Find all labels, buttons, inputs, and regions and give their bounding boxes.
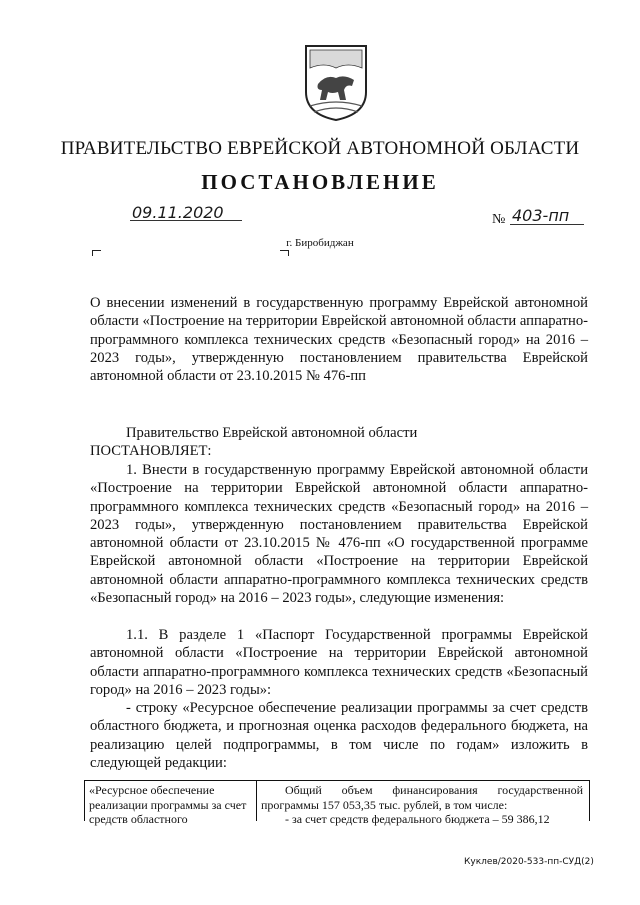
coat-of-arms-emblem	[300, 40, 372, 122]
government-title: ПРАВИТЕЛЬСТВО ЕВРЕЙСКОЙ АВТОНОМНОЙ ОБЛАСТИ	[60, 138, 580, 159]
item-1-1: 1.1. В разделе 1 «Паспорт Государственной программы Еврейской автономной области «Построение на территории Еврейской автономной области аппаратно-программного комплекса технических средств «Безопасный город» на 2016 – 2023 годы»:	[90, 627, 588, 698]
subject-bracket-left	[92, 250, 101, 256]
date-underline	[130, 220, 242, 221]
decree-subject: О внесении изменений в государственную программу Еврейской автономной области «Построение на территории Еврейской автономной области аппаратно-программного комплекса технических средств «Безопасный город» на 2016 – 2023 годы», утвержденную постановлением правительства Еврейской автономной области от 23.10.2015 № 476-пп	[90, 295, 588, 385]
preamble-line: Правительство Еврейской автономной области	[126, 425, 418, 441]
table-left-cell: «Ресурсное обеспечение реализации программы за счет средств областного	[85, 781, 257, 821]
resolves-line: ПОСТАНОВЛЯЕТ:	[90, 443, 212, 459]
city-label: г. Биробиджан	[286, 237, 354, 249]
resource-table	[84, 780, 590, 826]
decree-number: 403-пп	[512, 206, 570, 225]
decree-date: 09.11.2020	[132, 203, 224, 222]
table-right-cell	[257, 781, 587, 826]
item-1-1-a: - строку «Ресурсное обеспечение реализации программы за счет средств областного бюджета, и прогнозная оценка расходов федерального бюджета, на реализацию целей подпрограммы, в том числе по годам» изложить в следующей редакции:	[90, 700, 588, 771]
number-sign: №	[492, 212, 506, 227]
number-underline	[510, 224, 584, 225]
item-1: 1. Внести в государственную программу Еврейской автономной области «Построение на территории Еврейской автономной области аппаратно-программного комплекса технических средств «Безопасный город» на 2016 – 2023 годы», утвержденную постановлением правительства Еврейской автономной области от 23.10.2015 № 476-пп «О государственной программе Еврейской автономной области «Построение на территории Еврейской автономной области аппаратно-программного комплекса технических средств «Безопасный город» на 2016 – 2023 годы», следующие изменения:	[90, 462, 588, 607]
table-total-line: Общий объем финансирования государственной программы 157 053,35 тыс. рублей, в том числе:	[261, 783, 583, 812]
table-federal-line: - за счет средств федерального бюджета – 59 386,12	[285, 812, 550, 826]
decree-title: ПОСТАНОВЛЕНИЕ	[201, 170, 439, 194]
subject-bracket-right	[280, 250, 289, 256]
document-code: Куклев/2020-533-пп-СУД(2)	[464, 857, 594, 867]
